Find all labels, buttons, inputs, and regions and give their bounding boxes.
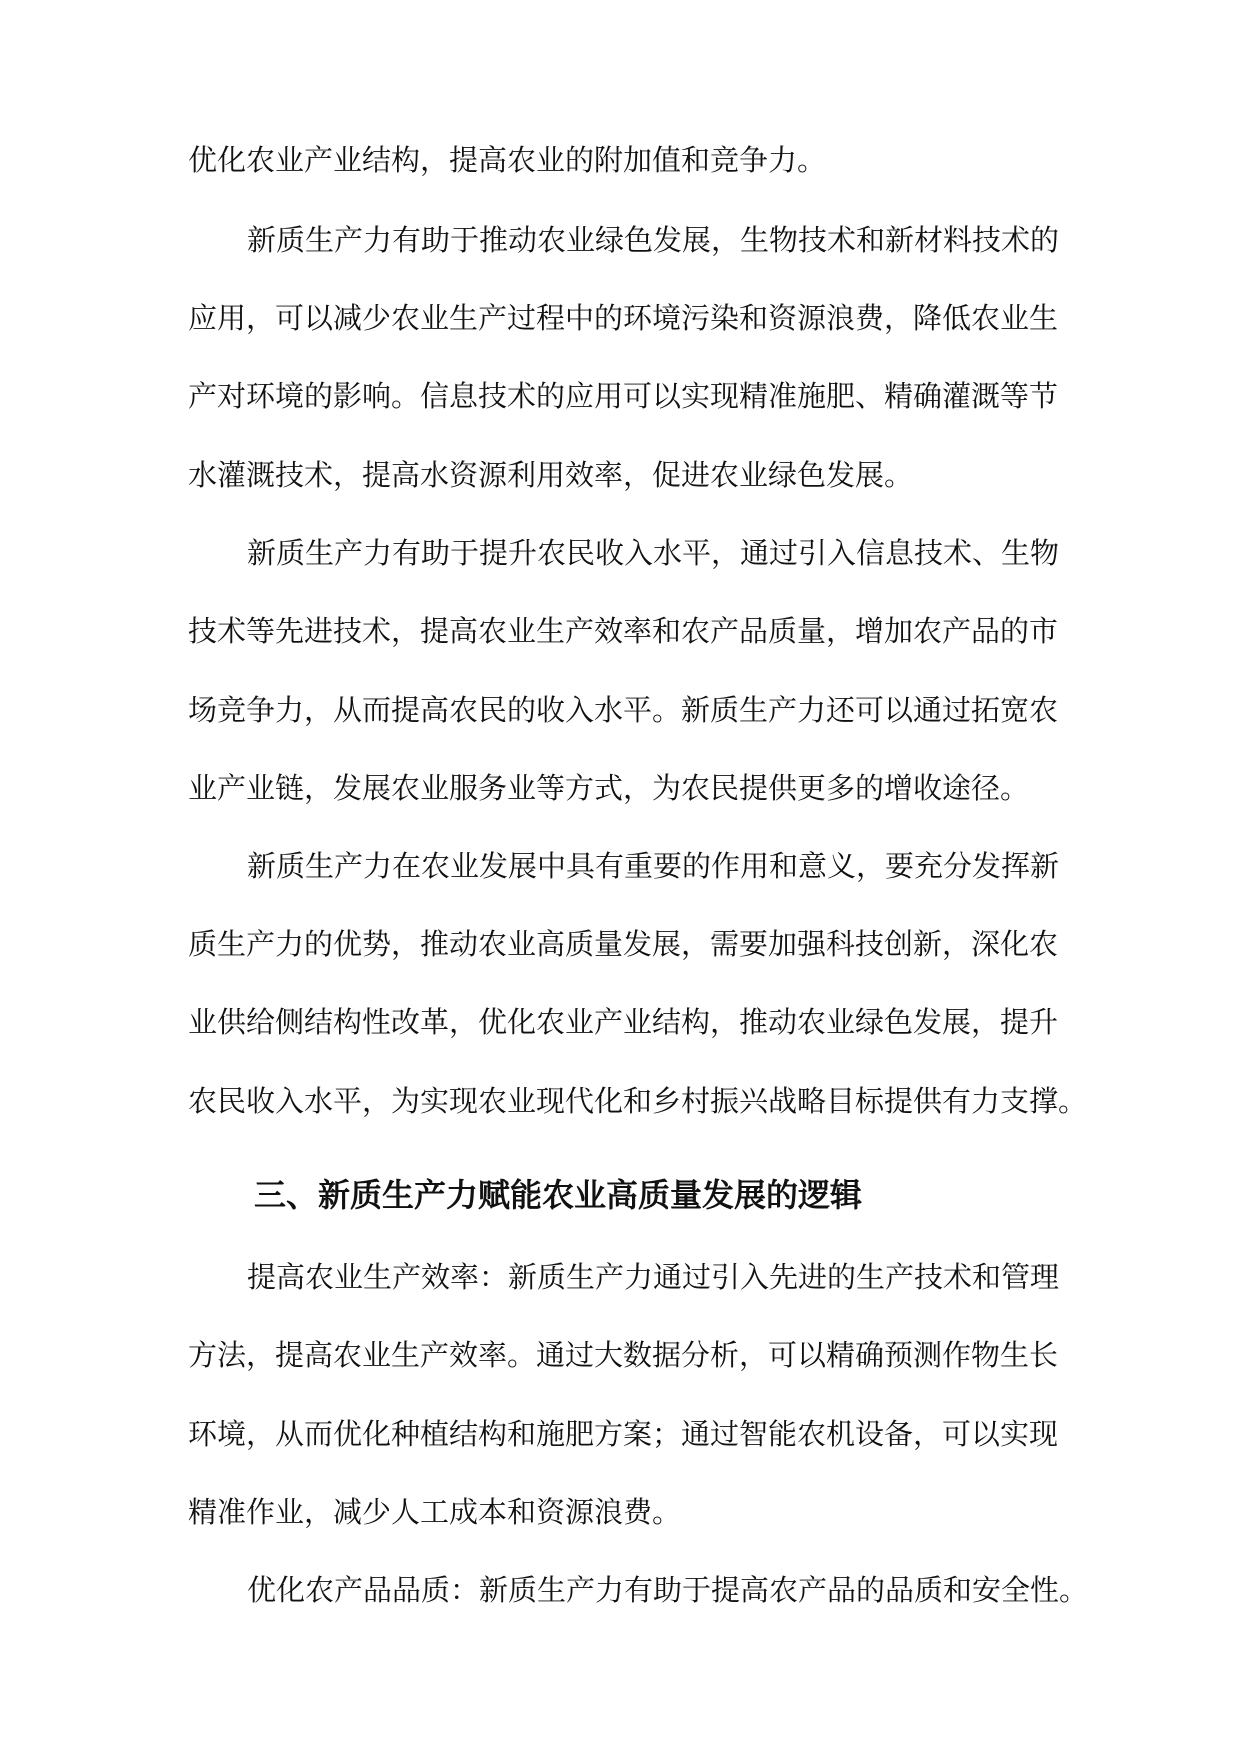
paragraph-line: 农民收入水平，为实现农业现代化和乡村振兴战略目标提供有力支撑。	[188, 1084, 1088, 1118]
paragraph-line: 提高农业生产效率：新质生产力通过引入先进的生产技术和管理	[247, 1260, 1060, 1294]
paragraph-line: 业产业链，发展农业服务业等方式，为农民提供更多的增收途径。	[188, 771, 1030, 805]
paragraph-line: 新质生产力有助于推动农业绿色发展，生物技术和新材料技术的	[247, 223, 1060, 257]
section-heading: 三、新质生产力赋能农业高质量发展的逻辑	[254, 1176, 863, 1214]
paragraph-line: 业供给侧结构性改革，优化农业产业结构，推动农业绿色发展，提升	[188, 1005, 1059, 1039]
paragraph-line: 应用，可以减少农业生产过程中的环境污染和资源浪费，降低农业生	[188, 301, 1059, 335]
paragraph-line: 精准作业，减少人工成本和资源浪费。	[188, 1495, 682, 1529]
paragraph-line: 新质生产力在农业发展中具有重要的作用和意义，要充分发挥新	[247, 849, 1060, 883]
paragraph-line: 环境，从而优化种植结构和施肥方案；通过智能农机设备，可以实现	[188, 1417, 1059, 1451]
paragraph-line: 场竞争力，从而提高农民的收入水平。新质生产力还可以通过拓宽农	[188, 693, 1059, 727]
paragraph-line: 优化农产品品质：新质生产力有助于提高农产品的品质和安全性。	[247, 1573, 1089, 1607]
paragraph-line: 优化农业产业结构，提高农业的附加值和竞争力。	[188, 143, 827, 177]
paragraph-line: 技术等先进技术，提高农业生产效率和农产品质量，增加农产品的市	[188, 614, 1059, 648]
paragraph-line: 水灌溉技术，提高水资源利用效率，促进农业绿色发展。	[188, 458, 914, 492]
paragraph-line: 新质生产力有助于提升农民收入水平，通过引入信息技术、生物	[247, 536, 1060, 570]
paragraph-line: 方法，提高农业生产效率。通过大数据分析，可以精确预测作物生长	[188, 1338, 1059, 1372]
paragraph-line: 质生产力的优势，推动农业高质量发展，需要加强科技创新，深化农	[188, 927, 1059, 961]
paragraph-line: 产对环境的影响。信息技术的应用可以实现精准施肥、精确灌溉等节	[188, 379, 1059, 413]
